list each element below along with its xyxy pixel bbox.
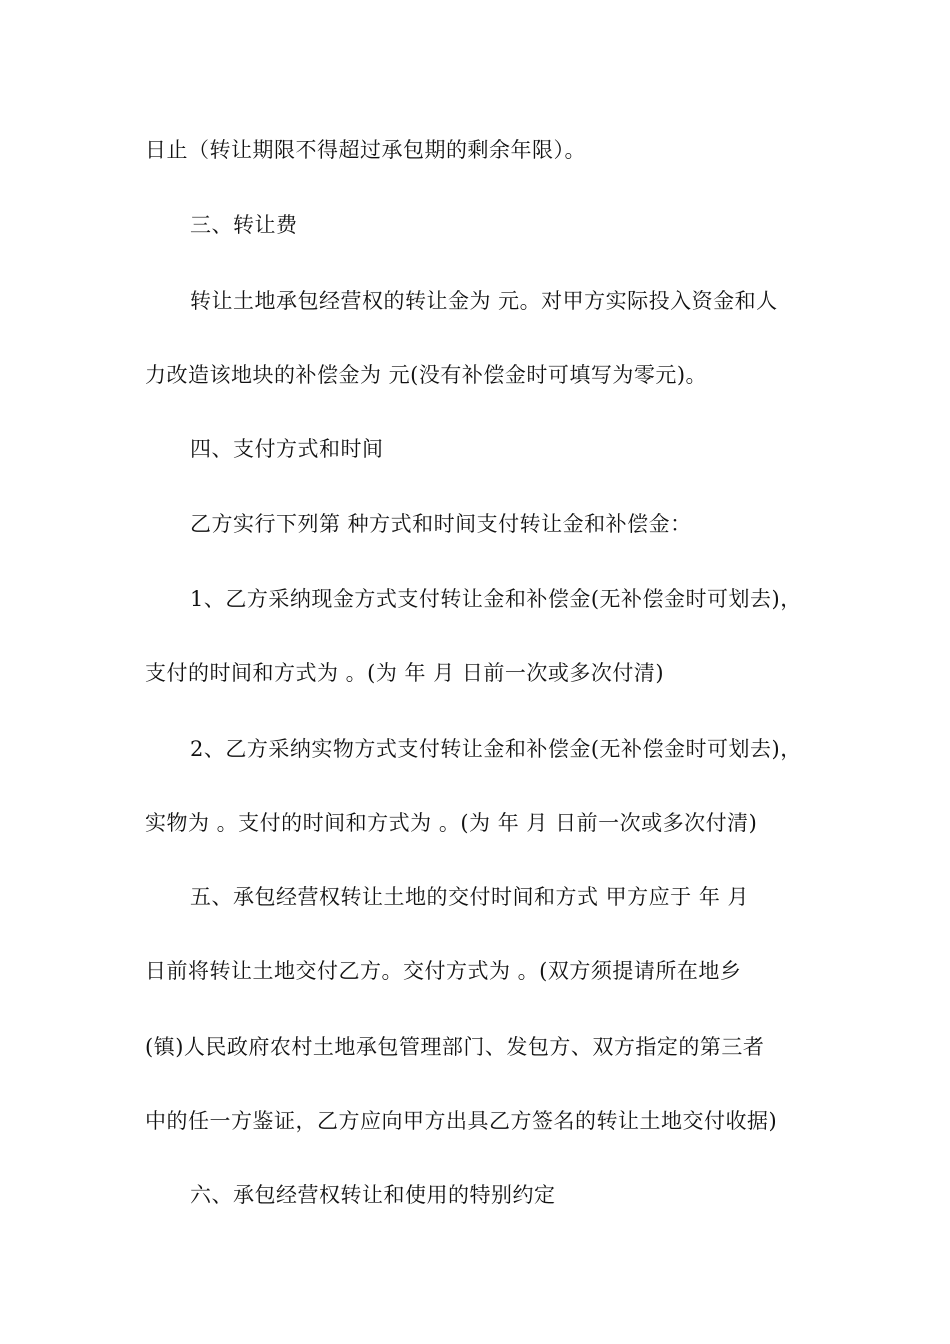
- text-line-4: 力改造该地块的补偿金为 元(没有补偿金时可填写为零元)。: [145, 363, 708, 387]
- text-line-3: 转让土地承包经营权的转让金为 元。对甲方实际投入资金和人: [190, 289, 778, 313]
- text-line-14: 中的任一方鉴证，乙方应向甲方出具乙方签名的转让土地交付收据): [145, 1109, 778, 1133]
- text-line-6: 乙方实行下列第 种方式和时间支付转让金和补偿金：: [190, 512, 692, 536]
- text-line-1: 日止（转让期限不得超过承包期的剩余年限）。: [145, 138, 586, 162]
- section-heading-special-terms: 六、承包经营权转让和使用的特别约定: [190, 1183, 556, 1207]
- text-line-10: 实物为 。支付的时间和方式为 。(为 年 月 日前一次或多次付清): [145, 811, 758, 835]
- text-line-13: (镇)人民政府农村土地承包管理部门、发包方、双方指定的第三者: [145, 1035, 765, 1059]
- text-line-12: 日前将转让土地交付乙方。交付方式为 。(双方须提请所在地乡: [145, 959, 742, 983]
- text-line-7: 1、乙方采纳现金方式支付转让金和补偿金(无补偿金时可划去)，: [190, 587, 802, 611]
- section-heading-payment: 四、支付方式和时间: [190, 437, 384, 461]
- text-line-9: 2、乙方采纳实物方式支付转让金和补偿金(无补偿金时可划去)，: [190, 737, 802, 761]
- text-line-8: 支付的时间和方式为 。(为 年 月 日前一次或多次付清): [145, 661, 665, 685]
- section-heading-transfer-fee: 三、转让费: [190, 213, 298, 237]
- section-heading-delivery: 五、承包经营权转让土地的交付时间和方式 甲方应于 年 月: [190, 885, 750, 909]
